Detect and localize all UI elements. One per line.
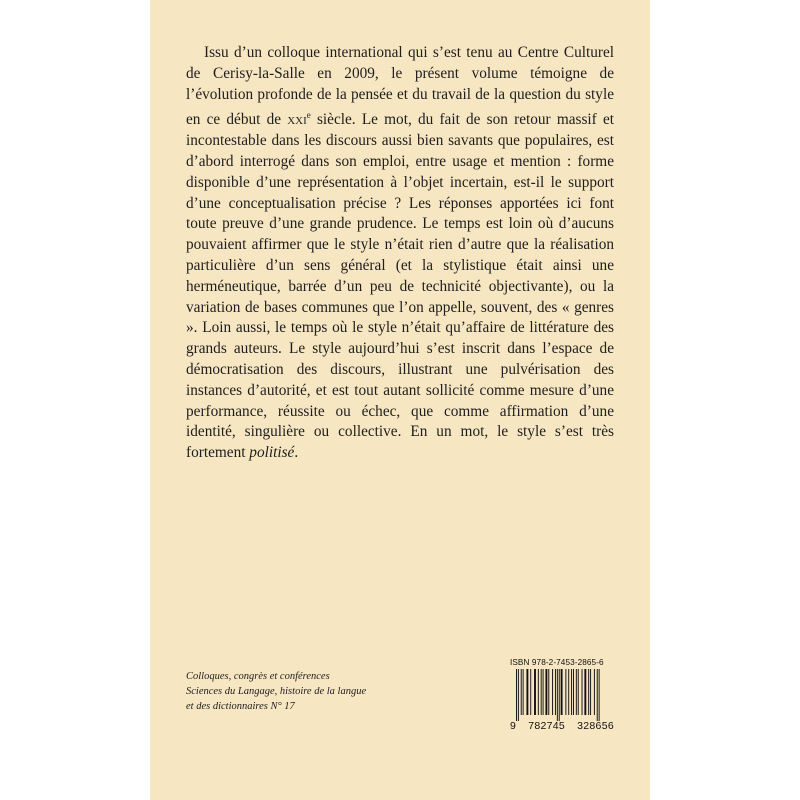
- barcode-bar: [571, 669, 572, 715]
- blurb-text-middle: siècle. Le mot, du fait de son retour massif et incontestable dans les discours aussi bien savants que populaires, est d’abord interrogé dans son emploi, entre usage et mention : forme disponible d’une représentation à l’objet incertain, est-il le support d’une conceptualisation précise ? Les réponses apportées ici font toute preuve d’une grande prudence. Le temps est loin où d’aucuns pouvaient affirmer que le style n’était rien d’autre que la réalisation particulière d’un sens général (et la stylistique était ainsi une herméneutique, barrée d’un peu de technicité objectivante), ou la variation de bases communes que l’on appelle, souvent, des « genres ». Loin aussi, le temps où le style n’était qu’affaire de littérature des grands auteurs. Le style aujourd’hui s’est inscrit dans l’espace de démocratisation des discours, illustrant une pulvérisation des instances d’autorité, et est tout autant sollicité comme mesure d’une performance, réussite ou échec, que comme affirmation d’une identité, singulière ou collective. En un mot, le style s’est très fortement: [186, 111, 614, 462]
- barcode-bar: [530, 669, 531, 715]
- barcode-bar: [552, 669, 553, 715]
- series-line-2: Sciences du Langage, histoire de la langue: [186, 686, 367, 697]
- barcode-bar: [555, 669, 556, 715]
- barcode-digits-right: 328656: [577, 720, 614, 732]
- barcode-bar: [568, 669, 569, 715]
- century-superscript: e: [306, 110, 311, 121]
- century-numeral: xxi: [287, 111, 307, 129]
- barcode-bar: [526, 669, 528, 715]
- barcode-bar: [576, 669, 577, 715]
- barcode-bar: [582, 669, 583, 715]
- barcode-bar: [541, 669, 542, 715]
- barcode-bar: [523, 669, 524, 715]
- blurb-paragraph: [186, 43, 614, 464]
- barcode-bar: [584, 669, 586, 715]
- barcode-bar: [557, 669, 558, 721]
- barcode-bar: [518, 669, 519, 721]
- blurb-text-start: Issu d’un colloque international qui s’est tenu au Centre Culturel de Cerisy-la-Salle en 2009, le présent volume témoigne de l’évolution profonde de la pensée et du travail de la question du style en ce début de: [186, 44, 614, 129]
- barcode-bar: [590, 669, 591, 715]
- barcode-bar: [597, 669, 598, 721]
- blurb-closing-word: politisé: [249, 444, 295, 462]
- barcode-bar: [538, 669, 539, 715]
- series-info: [186, 669, 366, 714]
- isbn-label: ISBN 978-2-7453-2865-6: [510, 658, 604, 667]
- barcode-digit-first: 9: [510, 720, 517, 732]
- barcode-bar: [516, 669, 517, 721]
- barcode-bar: [588, 669, 589, 715]
- barcode-bar: [545, 669, 547, 715]
- barcode-bar: [565, 669, 566, 715]
- barcode-bar: [543, 669, 544, 715]
- back-cover-blurb: [186, 43, 614, 464]
- barcode: [510, 669, 614, 721]
- barcode-bar: [578, 669, 579, 715]
- barcode-bar: [573, 669, 574, 715]
- barcode-bar: [521, 669, 522, 715]
- barcode-bar: [559, 669, 560, 721]
- barcode-bar: [594, 669, 595, 715]
- series-line-3: et des dictionnaires N° 17: [186, 701, 295, 712]
- barcode-digits: [510, 720, 614, 732]
- barcode-bar: [599, 669, 600, 721]
- blurb-final-period: .: [294, 444, 299, 462]
- barcode-bar: [561, 669, 563, 715]
- barcode-digits-left: 782745: [528, 720, 566, 732]
- barcode-bar: [534, 669, 536, 715]
- barcode-bars: [510, 669, 614, 721]
- series-line-1: Colloques, congrès et conférences: [186, 671, 330, 682]
- barcode-bar: [548, 669, 549, 715]
